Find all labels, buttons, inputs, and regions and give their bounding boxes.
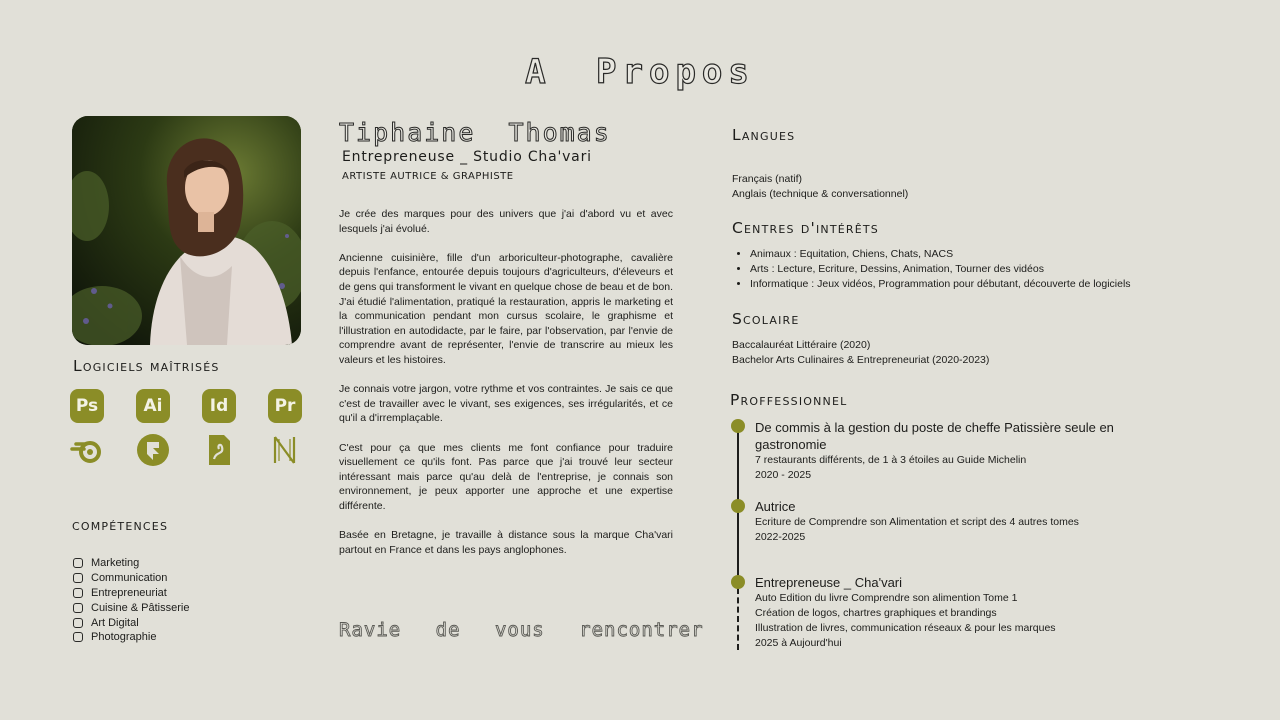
illustrator-icon: Ai (136, 389, 170, 423)
professional-heading: Proffessionnel (730, 391, 848, 409)
checkbox[interactable] (73, 573, 83, 583)
checkbox[interactable] (73, 603, 83, 613)
timeline-dash (737, 588, 739, 650)
interests-list (750, 247, 1131, 292)
list-item: Communication (73, 571, 189, 586)
timeline-dot (731, 575, 745, 589)
checkbox[interactable] (73, 558, 83, 568)
education-list (732, 338, 989, 368)
timeline-item-title: De commis à la gestion du poste de cheffe Patissière seule en gastronomie (755, 420, 1114, 452)
education-heading: Scolaire (732, 310, 800, 328)
bio-paragraph: Je crée des marques pour des univers que j'ai d'abord vu et avec lesquels j'ai évolué. (339, 208, 673, 235)
checkbox[interactable] (73, 632, 83, 642)
timeline-item: Autrice Ecriture de Comprendre son Alimentation et script des 4 autres tomes 2022-2025 (755, 498, 1125, 545)
list-item: Photographie (73, 630, 189, 645)
list-item: Baccalauréat Littéraire (2020) (732, 339, 871, 351)
premiere-icon: Pr (268, 389, 302, 423)
list-item: Anglais (technique & conversationnel) (732, 188, 909, 200)
indesign-icon: Id (202, 389, 236, 423)
bio-paragraph: Je connais votre jargon, votre rythme et vos contraintes. Je sais ce que c'est de travailler avec le vivant, ses exigences, ses irrégularités, et ce qu'il a d'irremplaçable. (339, 383, 673, 425)
document-icon (202, 433, 236, 467)
timeline-item: Entrepreneuse _ Cha'vari Auto Edition du livre Comprendre son alimention Tome 1 Création de logos, chartres graphiques et brandings Illustration de livres, communication réseaux & pour les marques 2025 à Aujourd'hui (755, 574, 1125, 651)
photoshop-icon: Ps (70, 389, 104, 423)
bio-paragraph: Basée en Bretagne, je travaille à distance sous la marque Cha'vari partout en France et dans les pays anglophones. (339, 529, 673, 556)
notion-icon (268, 433, 302, 467)
checkbox[interactable] (73, 618, 83, 628)
list-item: • Animaux : Equitation, Chiens, Chats, NACS (750, 247, 1131, 262)
profile-photo (72, 116, 301, 345)
bio-paragraph: C'est pour ça que mes clients me font confiance pour traduire visuellement ce qu'ils font. Pas parce que j'ai trouvé leur secteur intéressant mais parce qu'au delà de l'entreprise, je connais son environnement, je peux apporter une approche et une expertise différente. (339, 441, 673, 512)
list-item: Bachelor Arts Culinaires & Entrepreneuriat (2020-2023) (732, 354, 990, 366)
languages-list (732, 172, 908, 202)
skills-heading: compétences (72, 516, 169, 534)
list-item: Art Digital (73, 615, 189, 630)
timeline-dot (731, 419, 745, 433)
list-item: Marketing (73, 556, 189, 571)
framer-icon (136, 433, 170, 467)
page-title: A Propos (525, 52, 755, 92)
bio-text (339, 207, 673, 572)
list-item: Entrepreneuriat (73, 586, 189, 601)
list-item: • Arts : Lecture, Ecriture, Dessins, Animation, Tourner des vidéos (750, 262, 1131, 277)
skills-list (73, 556, 189, 645)
timeline-item-title: Entrepreneuse _ Cha'vari (755, 575, 903, 590)
timeline-item: De commis à la gestion du poste de cheffe Patissière seule en gastronomie 7 restaurants différents, de 1 à 3 étoiles au Guide Michelin 2020 - 2025 (755, 419, 1125, 483)
profile-name: Tiphaine Thomas (339, 118, 611, 147)
list-item: Cuisine & Pâtisserie (73, 600, 189, 615)
signoff: Ravie de vous rencontrer (339, 619, 704, 641)
list-item: • Informatique : Jeux vidéos, Programmation pour débutant, découverte de logiciels (750, 277, 1131, 292)
portrait-illustration (72, 116, 301, 345)
profile-job: Entrepreneuse _ Studio Cha'vari (342, 149, 592, 165)
timeline-item-title: Autrice (755, 499, 796, 514)
list-item: Français (natif) (732, 173, 803, 185)
blender-icon (70, 433, 104, 467)
languages-heading: Langues (732, 126, 796, 144)
checkbox[interactable] (73, 588, 83, 598)
software-grid (70, 389, 302, 467)
profile-role: ARTISTE AUTRICE & GRAPHISTE (342, 171, 514, 182)
bio-paragraph: Ancienne cuisinière, fille d'un arboriculteur-photographe, cavalière depuis l'enfance, entourée depuis toujours d'agriculteurs, d'éleveurs et de gens qui transforment le vivant en quelque chose de beau et de bon. J'ai étudié l'alimentation, pratiqué la restauration, appris le marketing et la communication pendant mon cursus scolaire, le graphisme et l'illustration en autodidacte, par le faire, par l'observation, par l'envie de comprendre avant de représenter, l'envie de transcrire au mieux les valeurs et les histoires. (339, 251, 673, 366)
timeline-dot (731, 499, 745, 513)
software-heading: Logiciels maîtrisés (73, 357, 220, 375)
interests-heading: Centres d'intérêts (732, 219, 879, 237)
